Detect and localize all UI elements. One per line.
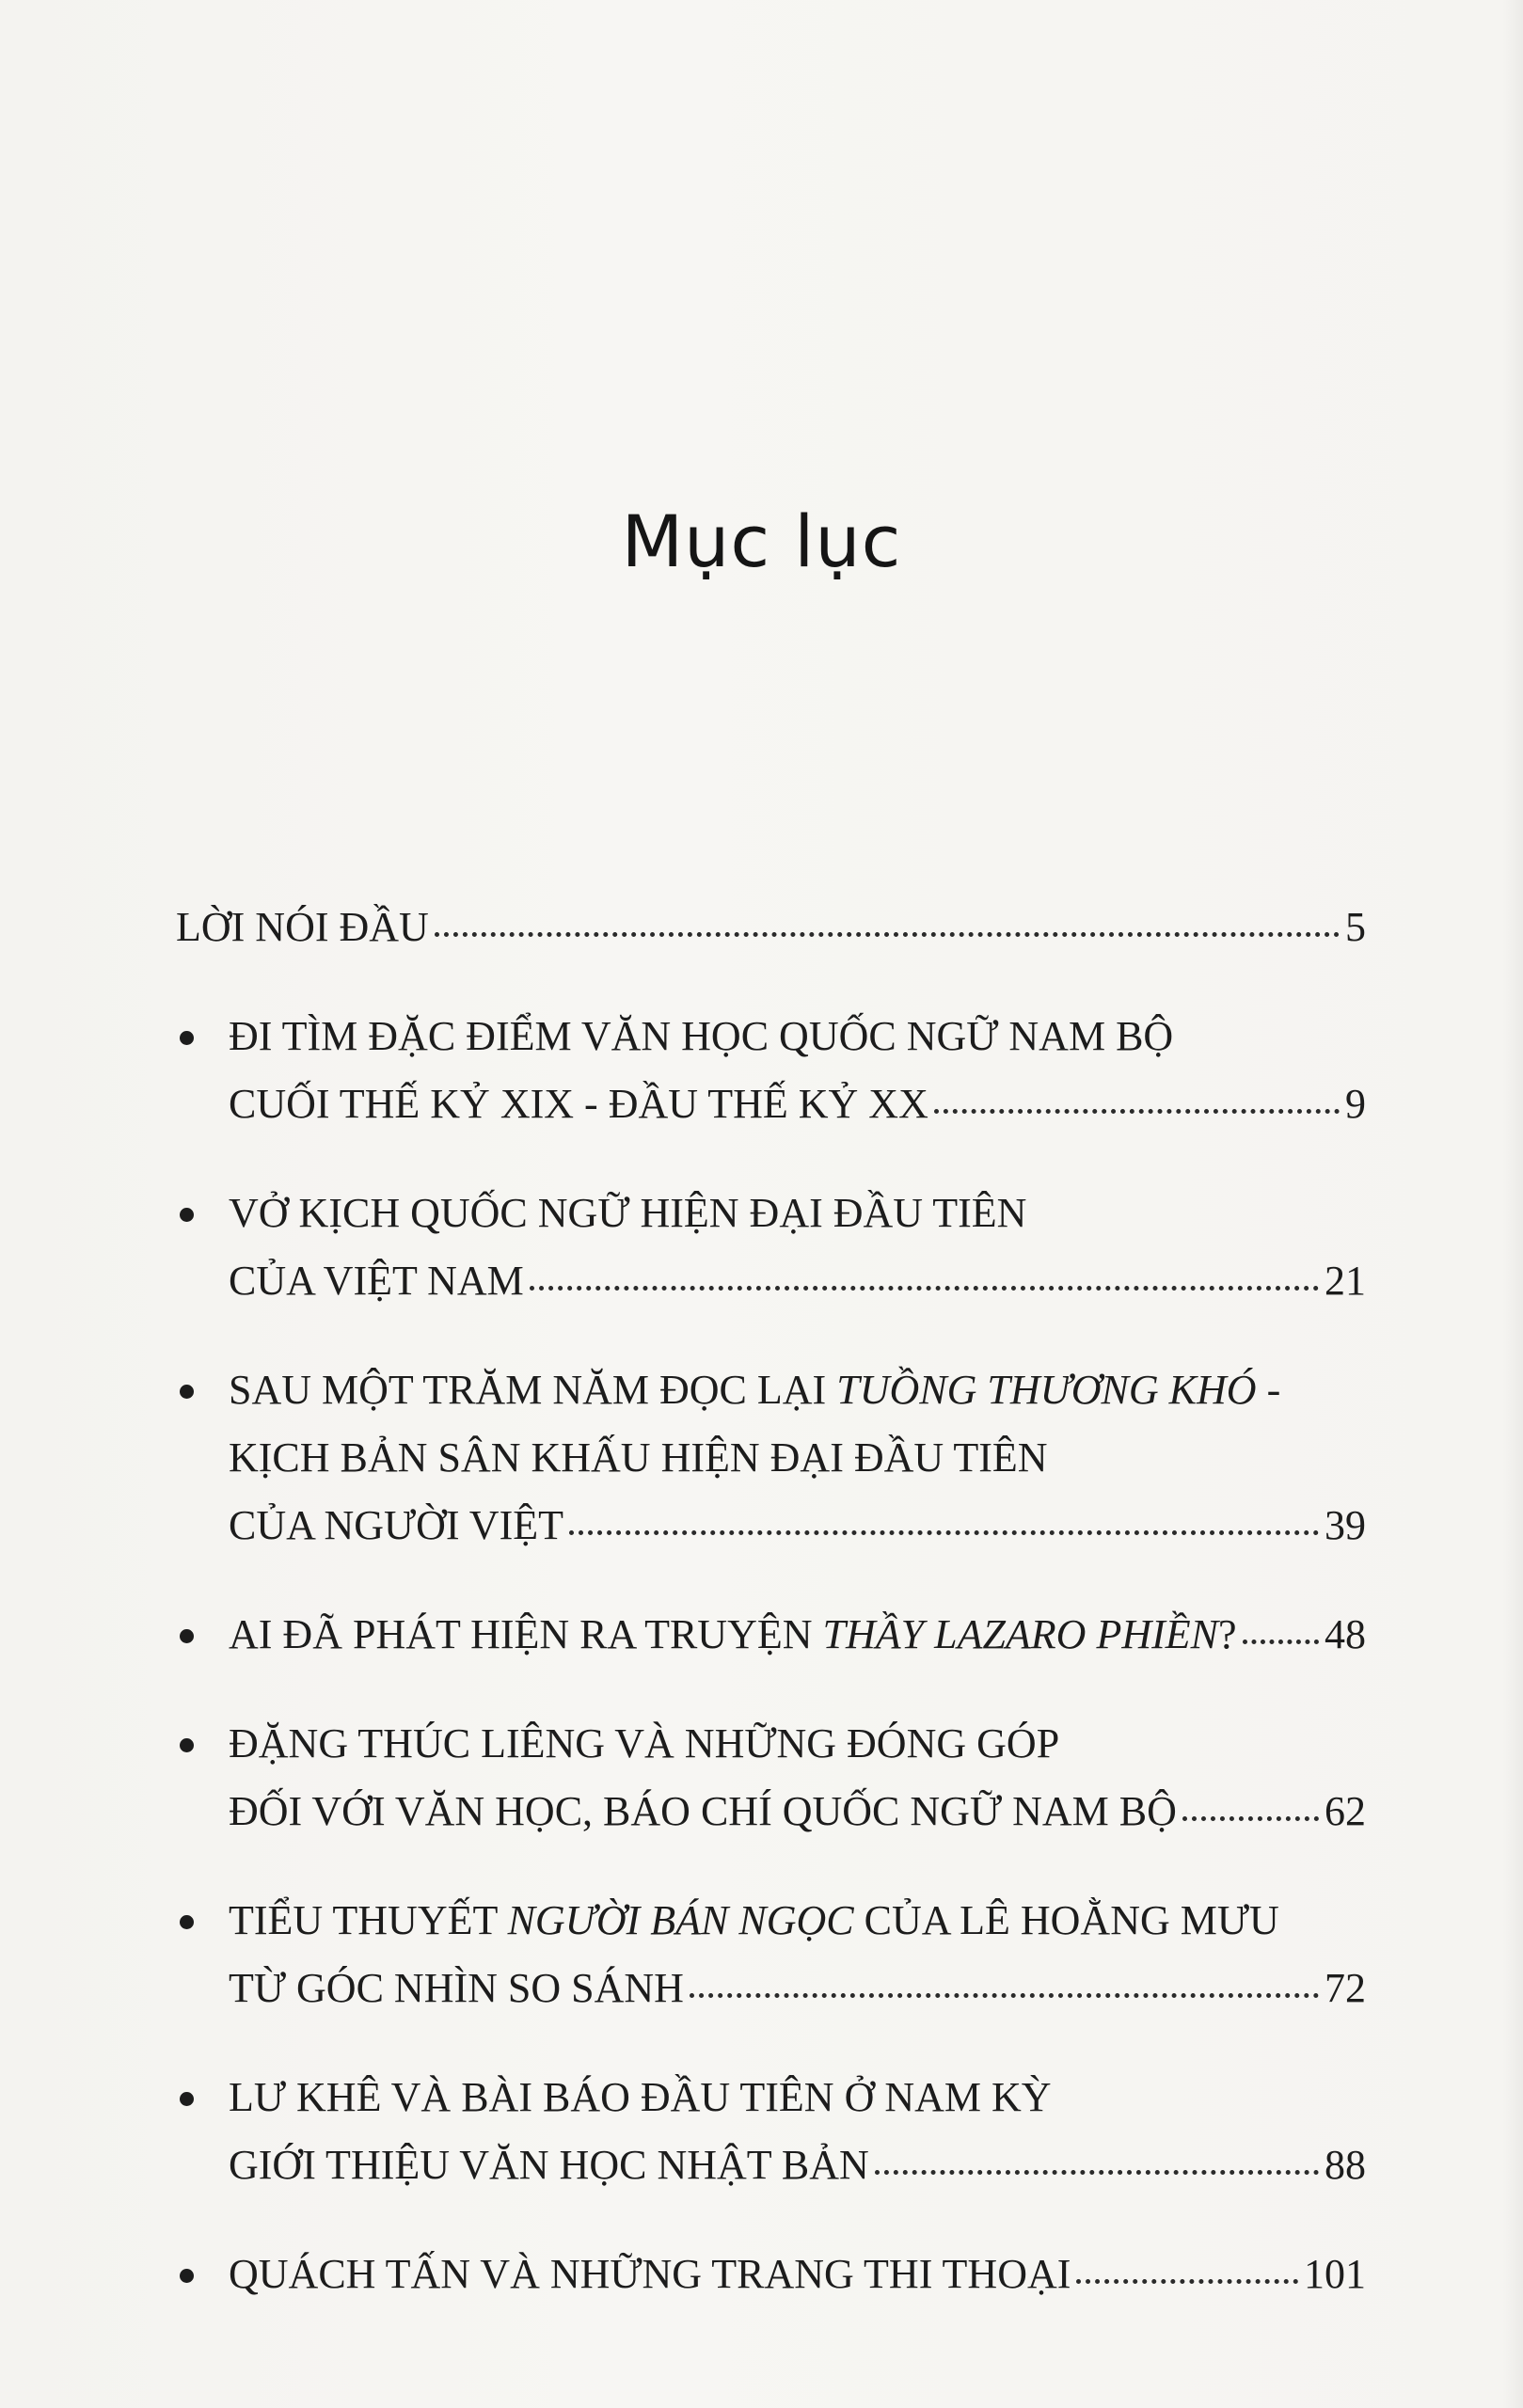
toc-entry	[176, 1180, 1366, 1315]
toc-entry-title-cont: ĐỐI VỚI VĂN HỌC, BÁO CHÍ QUỐC NGỮ NAM BỘ	[229, 1788, 1177, 1834]
toc-entry-title-group	[229, 1601, 1237, 1669]
toc-entry-tail: CỦA LÊ HOẰNG MƯU	[853, 1897, 1279, 1943]
toc-line	[229, 1955, 1366, 2022]
toc-entry-title: ĐẶNG THÚC LIÊNG VÀ NHỮNG ĐÓNG GÓP	[229, 1720, 1060, 1766]
dot-leader	[530, 1286, 1319, 1291]
toc-line	[229, 1247, 1366, 1315]
toc-entry-title-cont: CUỐI THẾ KỶ XIX - ĐẦU THẾ KỶ XX	[229, 1081, 928, 1127]
toc-entry-tail: -	[1256, 1367, 1281, 1413]
toc-page-number: 62	[1325, 1788, 1366, 1834]
toc-entry-title: LỜI NÓI ĐẦU	[176, 904, 429, 950]
toc-page-number: 88	[1325, 2142, 1366, 2188]
toc-line	[176, 894, 1366, 961]
toc-entry-title-cont: KỊCH BẢN SÂN KHẤU HIỆN ĐẠI ĐẦU TIÊN	[229, 1434, 1048, 1481]
toc-entry-title-cont: TỪ GÓC NHÌN SO SÁNH	[229, 1965, 684, 2011]
toc-entry-title-cont: CỦA VIỆT NAM	[229, 1258, 524, 1304]
toc-page-number: 21	[1325, 1258, 1366, 1304]
bullet-icon	[180, 2269, 194, 2283]
toc-line-first	[229, 1887, 1366, 1955]
bullet-icon	[180, 1738, 194, 1752]
toc-entry	[176, 1887, 1366, 2022]
toc-entry	[176, 2241, 1366, 2308]
dot-leader	[690, 1993, 1319, 1998]
table-of-contents	[176, 894, 1366, 2350]
dot-leader	[934, 1109, 1340, 1114]
toc-page-number: 5	[1345, 904, 1366, 950]
toc-entry	[176, 1710, 1366, 1846]
toc-entry-title: LƯ KHÊ VÀ BÀI BÁO ĐẦU TIÊN Ở NAM KỲ	[229, 2074, 1052, 2120]
toc-entry	[176, 1601, 1366, 1669]
toc-entry-italic-title: NGƯỜI BÁN NGỌC	[507, 1897, 854, 1943]
toc-line	[229, 1601, 1366, 1669]
toc-page-number: 72	[1325, 1965, 1366, 2011]
bullet-icon	[180, 1208, 194, 1222]
toc-entry-preface	[176, 894, 1366, 961]
dot-leader	[1243, 1640, 1319, 1644]
toc-entry-title-cont: GIỚI THIỆU VĂN HỌC NHẬT BẢN	[229, 2142, 869, 2188]
toc-entry-title: AI ĐÃ PHÁT HIỆN RA TRUYỆN	[229, 1611, 813, 1657]
toc-entry-title: SAU MỘT TRĂM NĂM ĐỌC LẠI	[229, 1367, 827, 1413]
toc-entry-italic-title: THẦY LAZARO PHIỀN	[822, 1611, 1218, 1657]
bullet-icon	[180, 1031, 194, 1045]
toc-entry-title: QUÁCH TẤN VÀ NHỮNG TRANG THI THOẠI	[229, 2251, 1071, 2297]
toc-line	[229, 1070, 1366, 1138]
toc-entry-tail: ?	[1217, 1611, 1237, 1657]
toc-page-number: 101	[1304, 2251, 1366, 2297]
bullet-icon	[180, 1915, 194, 1929]
toc-line	[229, 1778, 1366, 1846]
toc-entry	[176, 2064, 1366, 2199]
toc-line	[229, 1492, 1366, 1560]
dot-leader	[1076, 2279, 1298, 2284]
bullet-icon	[180, 1629, 194, 1643]
toc-entry-title: VỞ KỊCH QUỐC NGỮ HIỆN ĐẠI ĐẦU TIÊN	[229, 1190, 1027, 1236]
dot-leader	[569, 1530, 1319, 1535]
dot-leader	[435, 932, 1340, 937]
bullet-icon	[180, 1385, 194, 1399]
toc-page-number: 9	[1345, 1081, 1366, 1127]
bullet-icon	[180, 2092, 194, 2106]
toc-entry-italic-title: TUỒNG THƯƠNG KHÓ	[836, 1367, 1257, 1413]
toc-entry	[176, 1003, 1366, 1138]
toc-entry	[176, 1356, 1366, 1560]
dot-leader	[1182, 1816, 1319, 1821]
toc-line-first	[229, 1356, 1366, 1424]
toc-entry-title: TIỂU THUYẾT	[229, 1897, 498, 1943]
page-title: Mục lục	[621, 499, 902, 583]
toc-page-number: 48	[1325, 1611, 1366, 1657]
toc-entry-title: ĐI TÌM ĐẶC ĐIỂM VĂN HỌC QUỐC NGỮ NAM BỘ	[229, 1013, 1174, 1059]
toc-page-number: 39	[1325, 1502, 1366, 1548]
dot-leader	[875, 2170, 1319, 2175]
toc-line	[229, 2131, 1366, 2199]
toc-entry-title-cont: CỦA NGƯỜI VIỆT	[229, 1502, 563, 1548]
page-edge-shadow	[1502, 0, 1523, 2408]
toc-line	[229, 2241, 1366, 2308]
